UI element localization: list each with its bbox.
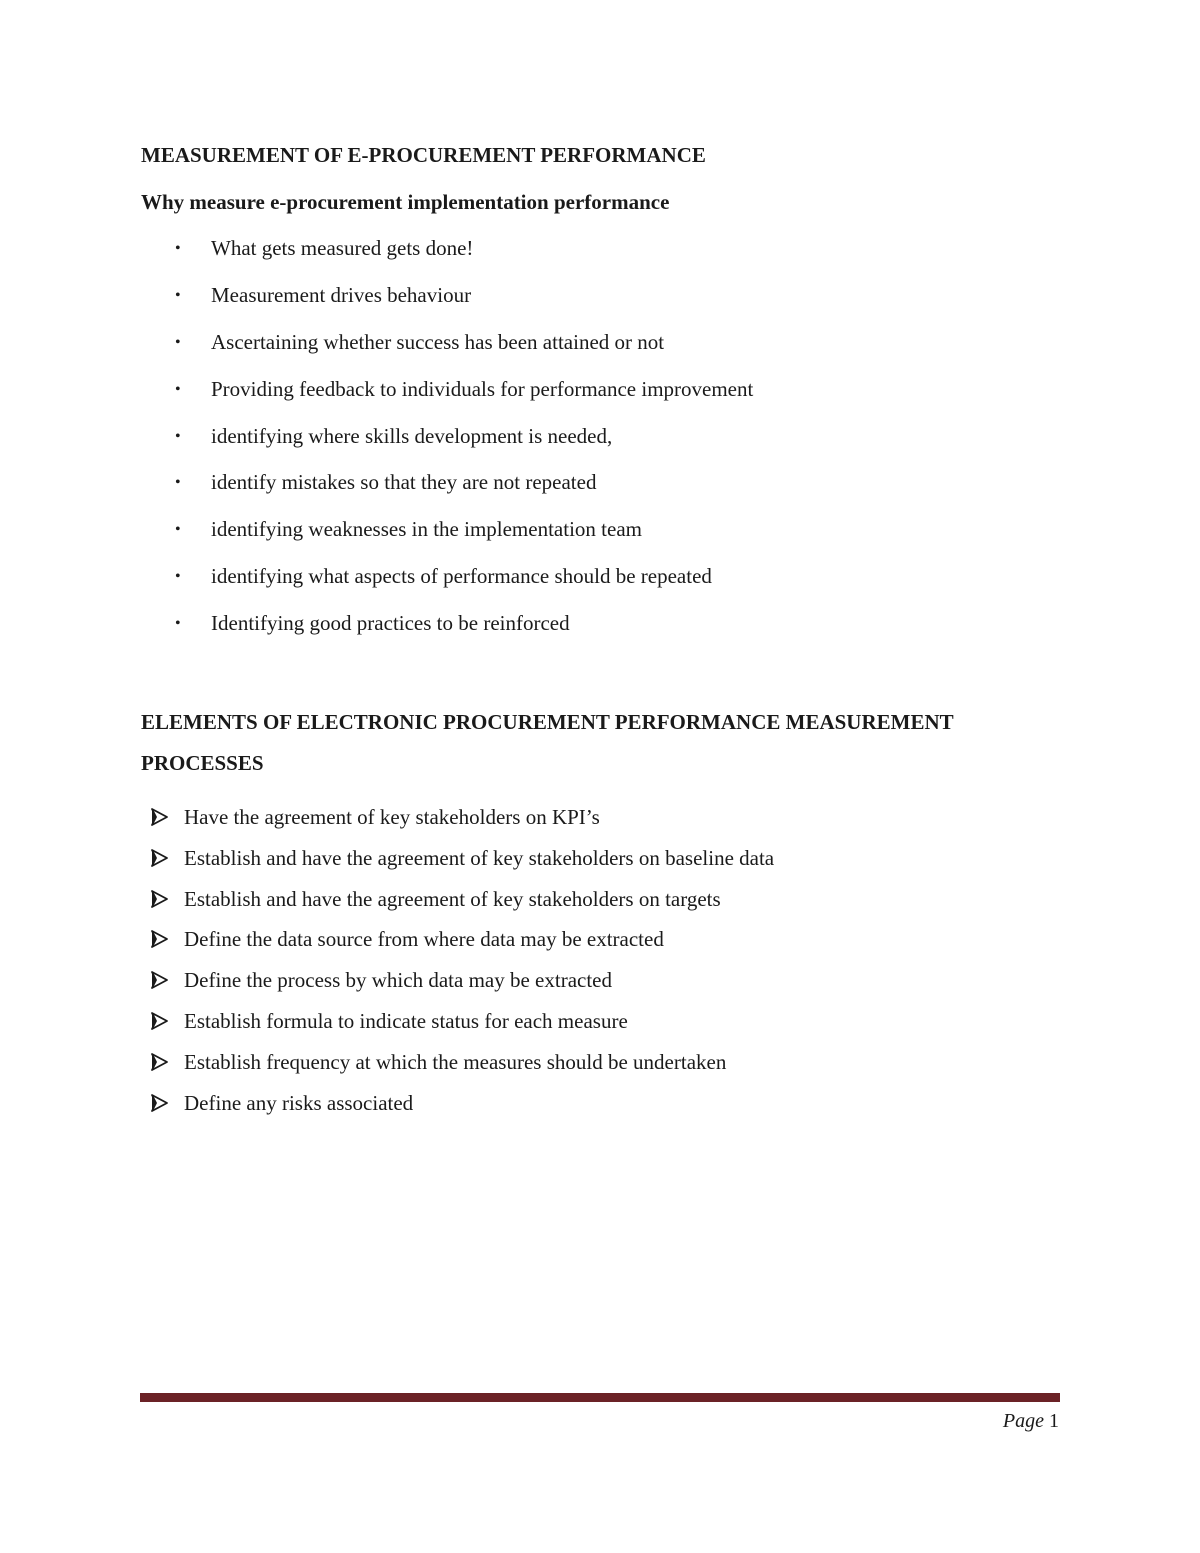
bullet-dot-icon: • bbox=[175, 521, 181, 539]
page-number bbox=[1003, 1410, 1059, 1433]
arrowhead-bullet-icon bbox=[150, 971, 168, 989]
bullet-dot-icon: • bbox=[175, 333, 181, 351]
arrowhead-bullet-icon bbox=[150, 890, 168, 908]
arrowhead-bullet-icon bbox=[150, 808, 168, 826]
bullet-dot-icon: • bbox=[175, 240, 181, 257]
page-number-value: 1 bbox=[1049, 1410, 1059, 1432]
arrowhead-bullet-icon bbox=[150, 1012, 168, 1030]
bullet-dot-icon: • bbox=[175, 427, 181, 445]
bullet-dot-icon: • bbox=[175, 615, 181, 633]
arrowhead-bullet-icon bbox=[150, 930, 168, 948]
arrowhead-bullet-icon bbox=[150, 849, 168, 867]
document-title: MEASUREMENT OF E-PROCUREMENT PERFORMANCE bbox=[141, 143, 706, 167]
bullet-dot-icon: • bbox=[175, 286, 181, 304]
footer-divider bbox=[140, 1393, 1060, 1402]
bullet-dot-icon: • bbox=[175, 474, 181, 492]
bullet-dot-icon: • bbox=[175, 568, 181, 586]
section-heading: ELEMENTS OF ELECTRONIC PROCUREMENT PERFORMANCE MEASUREMENT PROCESSES bbox=[141, 710, 954, 775]
bullet-dot-icon: • bbox=[175, 380, 181, 398]
arrowhead-bullet-icon bbox=[150, 1053, 168, 1071]
page-label: Page bbox=[1002, 1410, 1044, 1432]
section-subtitle: Why measure e-procurement implementation performance bbox=[141, 190, 670, 214]
arrowhead-bullet-icon bbox=[150, 1094, 168, 1112]
document-page: MEASUREMENT OF E-PROCUREMENT PERFORMANCE Why measure e-procurement implementation performance • What gets measured gets done! • Measurement drives behaviour • Ascertaining whether success has been attained or not • Providing feedback to individuals for performance improvement • identifying where skills development is needed, • identify mistakes so that they are not repeated • identifying weaknesses in the implementation team • identifying what aspects of performance should be repeated • Identifying good practices to be reinforced ELEMENTS OF ELECTRONIC PROCUREMENT PERFORMANCE MEASUREMENT PROCESSES Have the agreement of key stakeholders on KPI’s Establish and have the agreement of key stakeholders on baseline data Establish and have the agreement of key stakeholders on targets Define the data source from where data may be extracted Define the process by which data may be extracted Establish formula to indicate status for each measure Establish frequency at which the measures should be undertaken Define any risks associated Page 1 bbox=[0, 0, 1200, 1553]
